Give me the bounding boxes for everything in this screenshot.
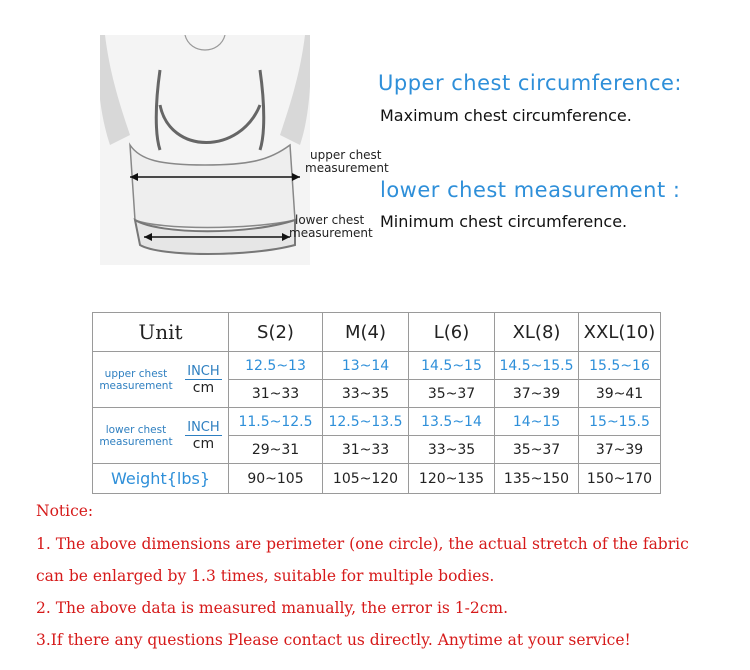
cm-unit: cm — [192, 435, 215, 452]
upper-cm-cell: 33~35 — [323, 380, 409, 408]
lower-chest-description: Minimum chest circumference. — [380, 212, 628, 231]
weight-cell: 120~135 — [409, 464, 495, 494]
row-label-line: measurement — [99, 435, 173, 448]
notice-line-4: 3.If there any questions Please contact us directly. Anytime at your service! — [36, 631, 631, 649]
notice-line-1: 1. The above dimensions are perimeter (one circle), the actual stretch of the fabric — [36, 535, 689, 553]
upper-chest-title: Upper chest circumference: — [378, 71, 683, 95]
inch-unit: INCH — [187, 363, 220, 379]
weight-cell: 150~170 — [579, 464, 661, 494]
annotation-line: lower chest — [295, 213, 365, 227]
table-row — [93, 408, 661, 436]
unit-toggle — [185, 420, 221, 452]
notice-line-2: can be enlarged by 1.3 times, suitable for multiple bodies. — [36, 567, 495, 585]
table-row — [93, 464, 661, 494]
weight-cell: 90~105 — [229, 464, 323, 494]
lower-inch-cell: 11.5~12.5 — [229, 408, 323, 436]
lower-inch-cell: 13.5~14 — [409, 408, 495, 436]
lower-cm-cell: 37~39 — [579, 436, 661, 464]
annotation-line: upper chest — [310, 148, 382, 162]
row-label-line: measurement — [99, 379, 173, 392]
lower-cm-cell: 35~37 — [495, 436, 579, 464]
upper-inch-cell: 13~14 — [323, 352, 409, 380]
size-chart-table — [92, 312, 661, 494]
weight-label: Weight{lbs} — [93, 464, 229, 494]
upper-inch-cell: 14.5~15.5 — [495, 352, 579, 380]
row-label-text — [99, 368, 172, 392]
upper-chest-annotation — [305, 148, 389, 175]
lower-chest-annotation — [289, 213, 373, 240]
table-header-row — [93, 313, 661, 352]
size-header: M(4) — [323, 313, 409, 352]
lower-chest-row-label — [93, 408, 229, 464]
upper-cm-cell: 39~41 — [579, 380, 661, 408]
upper-cm-cell: 31~33 — [229, 380, 323, 408]
upper-inch-cell: 15.5~16 — [579, 352, 661, 380]
sports-bra-sketch — [100, 35, 310, 265]
lower-cm-cell: 33~35 — [409, 436, 495, 464]
annotation-line: measurement — [305, 161, 389, 175]
row-label-text — [99, 424, 172, 448]
row-label-line: lower chest — [105, 423, 167, 436]
upper-cm-cell: 35~37 — [409, 380, 495, 408]
lower-cm-cell: 31~33 — [323, 436, 409, 464]
notice-line-3: 2. The above data is measured manually, the error is 1-2cm. — [36, 599, 509, 617]
lower-inch-cell: 14~15 — [495, 408, 579, 436]
cm-unit: cm — [192, 379, 215, 396]
upper-chest-description: Maximum chest circumference. — [380, 106, 632, 125]
lower-inch-cell: 12.5~13.5 — [323, 408, 409, 436]
upper-inch-cell: 14.5~15 — [409, 352, 495, 380]
annotation-line: measurement — [289, 226, 373, 240]
upper-chest-row-label — [93, 352, 229, 408]
lower-cm-cell: 29~31 — [229, 436, 323, 464]
unit-header: Unit — [93, 313, 229, 352]
size-header: S(2) — [229, 313, 323, 352]
upper-cm-cell: 37~39 — [495, 380, 579, 408]
upper-inch-cell: 12.5~13 — [229, 352, 323, 380]
lower-inch-cell: 15~15.5 — [579, 408, 661, 436]
inch-unit: INCH — [187, 419, 220, 435]
table-row — [93, 352, 661, 380]
weight-cell: 135~150 — [495, 464, 579, 494]
row-label-line: upper chest — [104, 367, 168, 380]
lower-chest-title: lower chest measurement : — [380, 178, 681, 202]
size-header: XL(8) — [495, 313, 579, 352]
notice-title: Notice: — [36, 502, 94, 520]
size-header: XXL(10) — [579, 313, 661, 352]
unit-toggle — [185, 364, 221, 396]
size-header: L(6) — [409, 313, 495, 352]
weight-cell: 105~120 — [323, 464, 409, 494]
